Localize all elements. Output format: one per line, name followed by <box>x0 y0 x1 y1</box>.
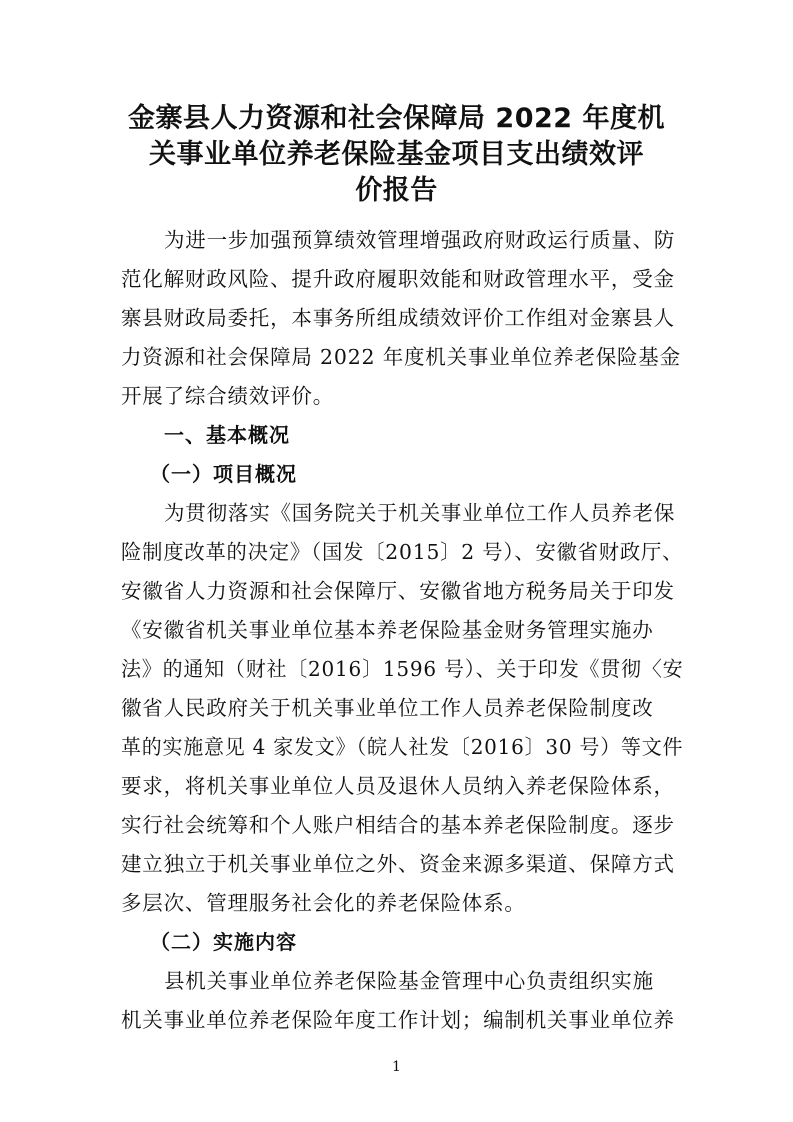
document-title-line-2: 关事业单位养老保险基金项目支出绩效评 <box>149 139 644 170</box>
paragraph-line: 法》的通知（财社〔2016〕1596 号）、关于印发《贯彻〈安 <box>121 657 684 681</box>
paragraph-line: 多层次、管理服务社会化的养老保险体系。 <box>121 891 526 915</box>
paragraph-line: 《安徽省机关事业单位基本养老保险基金财务管理实施办 <box>121 618 654 642</box>
subsection-heading-implementation: （二）实施内容 <box>150 930 297 954</box>
subsection-heading-project-overview: （一）项目概况 <box>150 462 297 486</box>
paragraph-line: 徽省人民政府关于机关事业单位工作人员养老保险制度改 <box>121 696 654 720</box>
intro-line: 为进一步加强预算绩效管理增强政府财政运行质量、防 <box>164 228 676 252</box>
paragraph-line: 安徽省人力资源和社会保障厅、安徽省地方税务局关于印发 <box>121 579 675 603</box>
paragraph-line: 险制度改革的决定》（国发〔2015〕2 号）、安徽省财政厅、 <box>121 540 684 564</box>
paragraph-line: 为贯彻落实《国务院关于机关事业单位工作人员养老保 <box>164 501 676 525</box>
intro-line: 范化解财政风险、提升政府履职效能和财政管理水平，受金 <box>121 267 675 291</box>
document-title-line-1: 金寨县人力资源和社会保障局 2022 年度机 <box>128 103 665 134</box>
intro-line: 开展了综合绩效评价。 <box>121 384 334 408</box>
paragraph-line: 县机关事业单位养老保险基金管理中心负责组织实施 <box>164 969 654 993</box>
section-heading-basic-overview: 一、基本概况 <box>164 423 290 447</box>
document-title-line-3: 价报告 <box>355 175 438 206</box>
paragraph-line: 革的实施意见 4 家发文》（皖人社发〔2016〕30 号）等文件 <box>121 735 684 759</box>
page-number: 1 <box>392 1059 401 1075</box>
paragraph-line: 要求，将机关事业单位人员及退休人员纳入养老保险体系， <box>121 774 675 798</box>
paragraph-line: 实行社会统筹和个人账户相结合的基本养老保险制度。逐步 <box>121 813 675 837</box>
paragraph-line: 机关事业单位养老保险年度工作计划；编制机关事业单位养 <box>121 1008 675 1032</box>
paragraph-line: 建立独立于机关事业单位之外、资金来源多渠道、保障方式 <box>121 852 675 876</box>
intro-line: 寨县财政局委托，本事务所组成绩效评价工作组对金寨县人 <box>121 306 675 330</box>
intro-line: 力资源和社会保障局 2022 年度机关事业单位养老保险基金 <box>121 345 681 369</box>
